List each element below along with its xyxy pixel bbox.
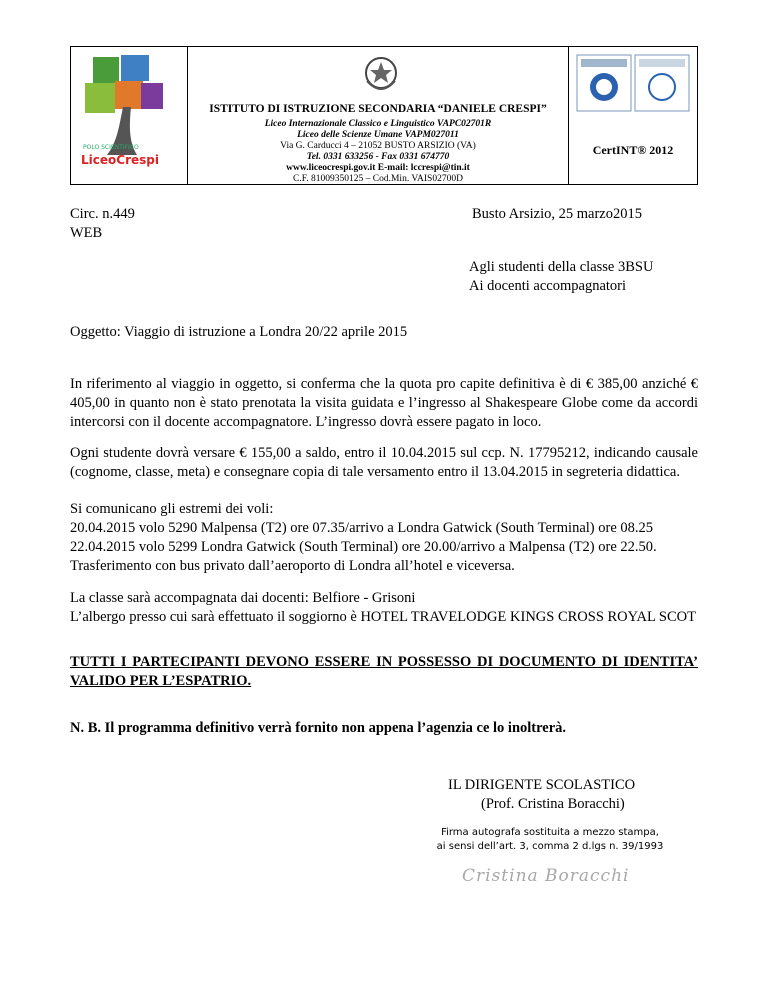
flight-outbound: 20.04.2015 volo 5290 Malpensa (T2) ore 07.35/arrivo a Londra Gatwick (South Terminal) ore 08.25 [70, 520, 654, 536]
paragraph-quota: In riferimento al viaggio in oggetto, si conferma che la quota pro capite definitiva è di € 385,00 anziché € 405,00 in quanto non è stato prenotata la visita guidata e l’ingresso al Shakespeare Globe come da accordi intercorsi con il docente accompagnatore. L’ingresso dovrà essere pagato in loco. [70, 376, 698, 430]
nb-notice: N. B. Il programma definitivo verrà fornito non appena l’agenzia ce lo inoltrerà. [70, 720, 567, 736]
handwritten-signature: Cristina Boracchi [462, 866, 630, 886]
certification-badge-icon [575, 53, 691, 113]
institute-name: ISTITUTO DI ISTRUZIONE SECONDARIA “DANIELE CRESPI” [209, 103, 547, 115]
circular-channel: WEB [70, 225, 103, 241]
header-line3: Via G. Carducci 4 – 21052 BUSTO ARSIZIO (VA) [280, 141, 476, 151]
paragraph-payment: Ogni studente dovrà versare € 155,00 a saldo, entro il 10.04.2015 sul ccp. N. 17795212, indicando causale (cognome, classe, meta) e consegnare copia di tale versamento entro il 13.04.2015 in segreteria didattica. [70, 445, 698, 480]
recipient-teachers: Ai docenti accompagnatori [469, 278, 627, 294]
header-line5: www.liceocrespi.gov.it E-mail: lccrespi@tin.it [286, 163, 470, 173]
flights-intro: Si comunicano gli estremi dei voli: [70, 501, 274, 517]
warning-notice: TUTTI I PARTECIPANTI DEVONO ESSERE IN POSSESSO DI DOCUMENTO DI IDENTITA’ VALIDO PER L’ESPATRIO. [70, 654, 698, 689]
circular-number: Circ. n.449 [70, 206, 135, 222]
logo-subtext: POLO SCIENTIFICO [83, 144, 139, 151]
recipient-students: Agli studenti della classe 3BSU [469, 259, 654, 275]
header-line1: Liceo Internazionale Classico e Linguistico VAPC02701R [264, 119, 492, 129]
logo-text: LiceoCrespi [81, 153, 159, 167]
hotel-info: L’albergo presso cui sarà effettuato il soggiorno è HOTEL TRAVELODGE KINGS CROSS ROYAL SCOT [70, 609, 696, 625]
cert-label: CertINT® 2012 [592, 143, 674, 157]
teachers-info: La classe sarà accompagnata dai docenti: Belfiore - Grisoni [70, 590, 416, 606]
letterhead [70, 46, 698, 185]
transfer-info: Trasferimento con bus privato dall’aeroporto di Londra all’hotel e viceversa. [70, 558, 515, 574]
header-line2: Liceo delle Scienze Umane VAPM027011 [297, 130, 459, 140]
signer-title: IL DIRIGENTE SCOLASTICO [448, 777, 636, 793]
subject-line: Oggetto: Viaggio di istruzione a Londra 20/22 aprile 2015 [70, 324, 408, 340]
signature-note-2: ai sensi dell’art. 3, comma 2 d.lgs n. 39/1993 [436, 841, 664, 852]
republic-emblem-icon [361, 53, 401, 97]
certification-box [568, 47, 697, 184]
school-logo [71, 47, 188, 184]
header-line4: Tel. 0331 633256 - Fax 0331 674770 [306, 152, 450, 162]
signature-note-1: Firma autografa sostituita a mezzo stampa, [441, 827, 659, 838]
signer-name: (Prof. Cristina Boracchi) [481, 796, 625, 812]
header-line6: C.F. 81009350125 – Cod.Min. VAIS02700D [293, 174, 463, 184]
flight-return: 22.04.2015 volo 5299 Londra Gatwick (South Terminal) ore 20.00/arrivo a Malpensa (T2) ore 22.50. [70, 539, 657, 555]
institute-info [188, 47, 568, 184]
place-date: Busto Arsizio, 25 marzo2015 [472, 206, 642, 222]
